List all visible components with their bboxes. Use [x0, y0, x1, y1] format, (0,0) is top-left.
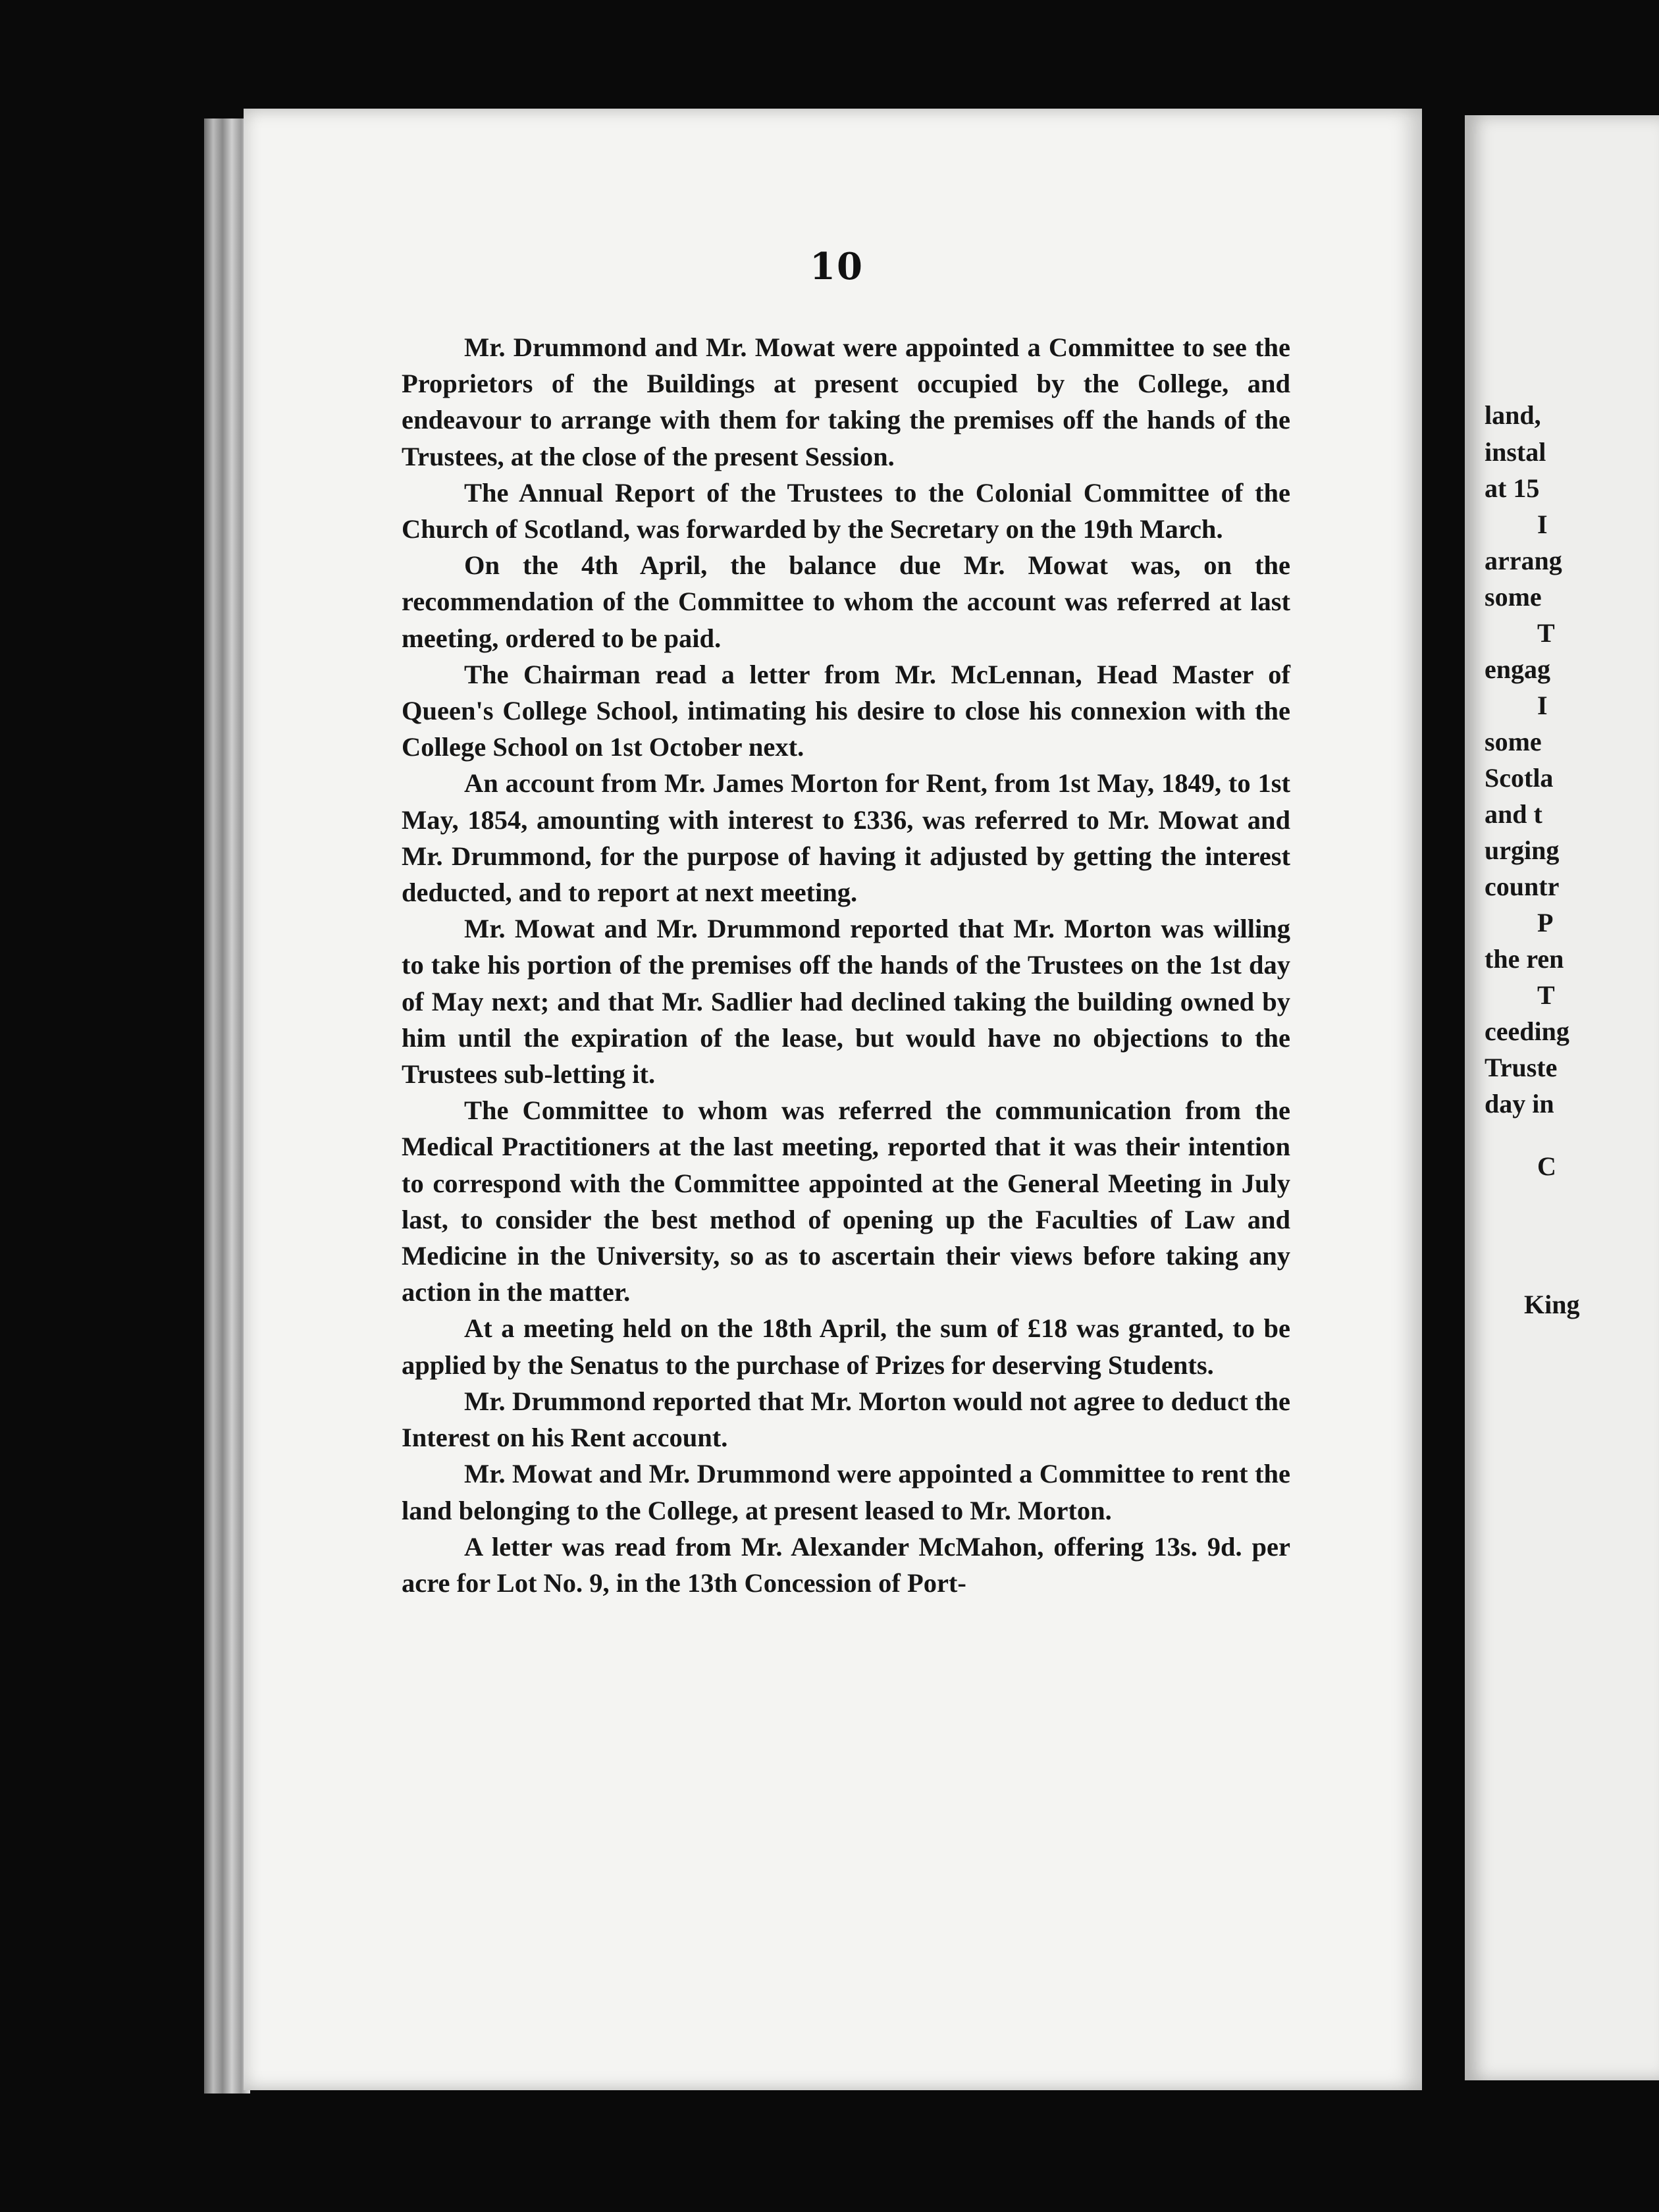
right-page-line: I [1537, 691, 1548, 720]
paragraph: On the 4th April, the balance due Mr. Mowat was, on the recommendation of the Committee to whom the account was referred at last meeting, ordered to be paid. [402, 550, 1290, 653]
paragraph: Mr. Mowat and Mr. Drummond were appointed a Committee to rent the land belonging to the College, at present leased to Mr. Morton. [402, 1459, 1290, 1525]
page-number: 10 [810, 245, 864, 288]
right-page-line: ceeding [1485, 1016, 1569, 1046]
paragraph: The Chairman read a letter from Mr. McLennan, Head Master of Queen's College School, intimating his desire to close his connexion with the College School on 1st October next. [402, 659, 1290, 762]
right-page-line: instal [1485, 437, 1546, 467]
paragraph: Mr. Mowat and Mr. Drummond reported that Mr. Morton was willing to take his portion of the premises off the hands of the Trustees on the 1st day of May next; and that Mr. Sadlier had declined taking the building owned by him until the expiration of the lease, but would have no objections to the Trustees sub-letting it. [402, 914, 1290, 1090]
right-page-line: Truste [1485, 1053, 1558, 1082]
right-page-line: and t [1485, 799, 1542, 829]
right-page [1465, 115, 1659, 2080]
right-page-line: T [1537, 980, 1555, 1010]
paragraph: A letter was read from Mr. Alexander McMahon, offering 13s. 9d. per acre for Lot No. 9, in the 13th Concession of Port- [402, 1531, 1290, 1598]
right-page-line: some [1485, 727, 1542, 756]
right-page-line: day in [1485, 1089, 1554, 1119]
right-page-line: some [1485, 582, 1542, 612]
right-page-line: countr [1485, 872, 1560, 901]
right-page-line: King [1524, 1290, 1580, 1319]
paragraph: An account from Mr. James Morton for Rent, from 1st May, 1849, to 1st May, 1854, amounting with interest to £336, was referred to Mr. Mowat and Mr. Drummond, for the purpose of having it adjusted by getting the interest deducted, and to report at next meeting. [402, 768, 1290, 908]
right-page-line: arrang [1485, 546, 1562, 575]
right-page-line: T [1537, 618, 1555, 648]
right-page-line: C [1537, 1151, 1556, 1181]
paragraph: Mr. Drummond and Mr. Mowat were appointed a Committee to see the Proprietors of the Buildings at present occupied by the College, and endeavour to arrange with them for taking the premises off the hands of the Trustees, at the close of the present Session. [402, 332, 1290, 471]
right-page-line: I [1537, 510, 1548, 539]
right-page-line: the ren [1485, 944, 1564, 974]
right-page-line: at 15 [1485, 473, 1540, 503]
paragraph: The Annual Report of the Trustees to the Colonial Committee of the Church of Scotland, was forwarded by the Secretary on the 19th March. [402, 477, 1290, 544]
paragraph: At a meeting held on the 18th April, the sum of £18 was granted, to be applied by the Senatus to the purchase of Prizes for deserving Students. [402, 1313, 1290, 1380]
right-page-line: land, [1485, 400, 1541, 430]
paragraph: Mr. Drummond reported that Mr. Morton would not agree to deduct the Interest on his Rent account. [402, 1386, 1290, 1453]
page-body [402, 329, 1290, 1601]
right-page-line: Scotla [1485, 763, 1554, 793]
paragraph: The Committee to whom was referred the communication from the Medical Practitioners at the last meeting, reported that it was their intention to correspond with the Committee appointed at the General Meeting in July last, to consider the best method of opening up the Faculties of Law and Medicine in the University, so as to ascertain their views before taking any action in the matter. [402, 1095, 1290, 1307]
right-page-line: P [1537, 908, 1554, 937]
right-page-line: urging [1485, 835, 1560, 865]
right-page-line: engag [1485, 654, 1550, 684]
